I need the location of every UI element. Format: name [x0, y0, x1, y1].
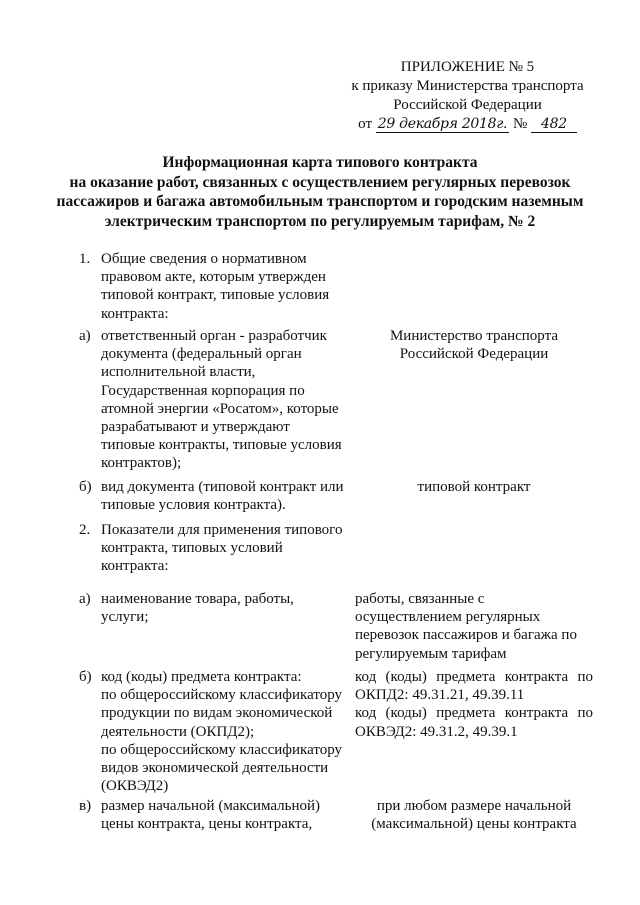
text-line: типовые контракты, типовые условия [101, 437, 342, 454]
text-line: осуществлением регулярных [355, 609, 541, 626]
title-line-2: на оказание работ, связанных с осуществлением регулярных перевозок [69, 173, 571, 191]
section-number: 2. [79, 522, 91, 538]
date-prefix: от [358, 116, 373, 132]
text-line: при любом размере начальной [376, 798, 572, 814]
text-line: цены контракта, цены контракта, [101, 816, 313, 833]
appendix-date-line [340, 115, 595, 134]
item-letter: а) [79, 591, 91, 607]
item-label [101, 668, 351, 795]
text-line: Российской Федерации [399, 346, 549, 363]
text-line: атомной энергии «Росатом», которые [101, 400, 339, 417]
title-line-1: Информационная карта типового контракта [162, 154, 478, 171]
number-label: № [512, 116, 528, 132]
item-letter: в) [79, 798, 92, 814]
text-line: по общероссийскому классификатору [101, 741, 343, 758]
item-letter: б) [79, 669, 92, 685]
text-line: контракта: [101, 305, 169, 322]
item-value [355, 797, 593, 833]
text-line: размер начальной (максимальной) [101, 798, 321, 814]
text-line: документа (федеральный орган [101, 346, 302, 363]
text-line: Показатели для применения типового [101, 522, 343, 538]
title-line-4: электрическим транспортом по регулируемым тарифам, № 2 [104, 212, 536, 230]
text-line: код (коды) предмета контракта по [355, 705, 593, 722]
text-line: регулируемым тарифам [355, 645, 507, 662]
text-line: вид документа (типовой контракт или [101, 479, 344, 495]
item-value [355, 668, 593, 741]
handwritten-number: 482 [531, 116, 577, 133]
text-line: код (коды) предмета контракта: [101, 669, 302, 685]
item-value [355, 590, 593, 663]
text-line: услуги; [101, 609, 149, 626]
item-letter: б) [79, 479, 92, 495]
text-line: работы, связанные с [355, 591, 485, 607]
text-line: правовом акте, которым утвержден [101, 269, 326, 286]
section-heading [101, 521, 361, 576]
item-label [101, 478, 351, 514]
item-value [355, 327, 593, 363]
text-line: Общие сведения о нормативном [101, 251, 307, 267]
text-line: ОКВЭД2: 49.31.2, 49.39.1 [355, 723, 518, 740]
appendix-title: ПРИЛОЖЕНИЕ № 5 [400, 59, 535, 75]
appendix-ministry: Российской Федерации [393, 97, 542, 113]
text-line: продукции по видам экономической [101, 705, 333, 722]
item-label [101, 797, 351, 833]
text-line: типовые условия контракта). [101, 497, 286, 514]
text-line: разрабатывают и утверждают [101, 419, 290, 436]
item-letter: а) [79, 328, 91, 344]
item-label [101, 327, 351, 473]
handwritten-date: 29 декабря 2018г. [377, 116, 508, 132]
text-line: контракта, типовых условий [101, 540, 283, 557]
appendix-order-ref: к приказу Министерства транспорта [351, 78, 584, 94]
text-line: типовой контракт, типовые условия [101, 287, 330, 304]
text-line: (ОКВЭД2) [101, 778, 169, 795]
text-line: Министерство транспорта [389, 328, 559, 344]
text-line: наименование товара, работы, [101, 591, 294, 607]
text-line: по общероссийскому классификатору [101, 687, 343, 704]
text-line: ОКПД2: 49.31.21, 49.39.11 [355, 687, 525, 704]
text-line: ответственный орган - разработчик [101, 328, 327, 344]
section-number: 1. [79, 251, 91, 267]
text-line: контракта: [101, 558, 169, 575]
item-label [101, 590, 351, 626]
appendix-header [340, 58, 595, 134]
title-line-3: пассажиров и багажа автомобильным транспортом и городским наземным [56, 193, 584, 210]
text-line: типовой контракт [417, 479, 531, 495]
text-line: Государственная корпорация по [101, 382, 305, 399]
text-line: код (коды) предмета контракта по [355, 669, 593, 685]
text-line: деятельности (ОКПД2); [101, 723, 255, 740]
text-line: контрактов); [101, 455, 182, 472]
text-line: видов экономической деятельности [101, 760, 329, 777]
text-line: перевозок пассажиров и багажа по [355, 627, 577, 644]
item-value [355, 478, 593, 496]
text-line: (максимальной) цены контракта [371, 816, 577, 833]
text-line: исполнительной власти, [101, 364, 256, 381]
section-heading [101, 250, 361, 323]
document-title [30, 153, 610, 231]
